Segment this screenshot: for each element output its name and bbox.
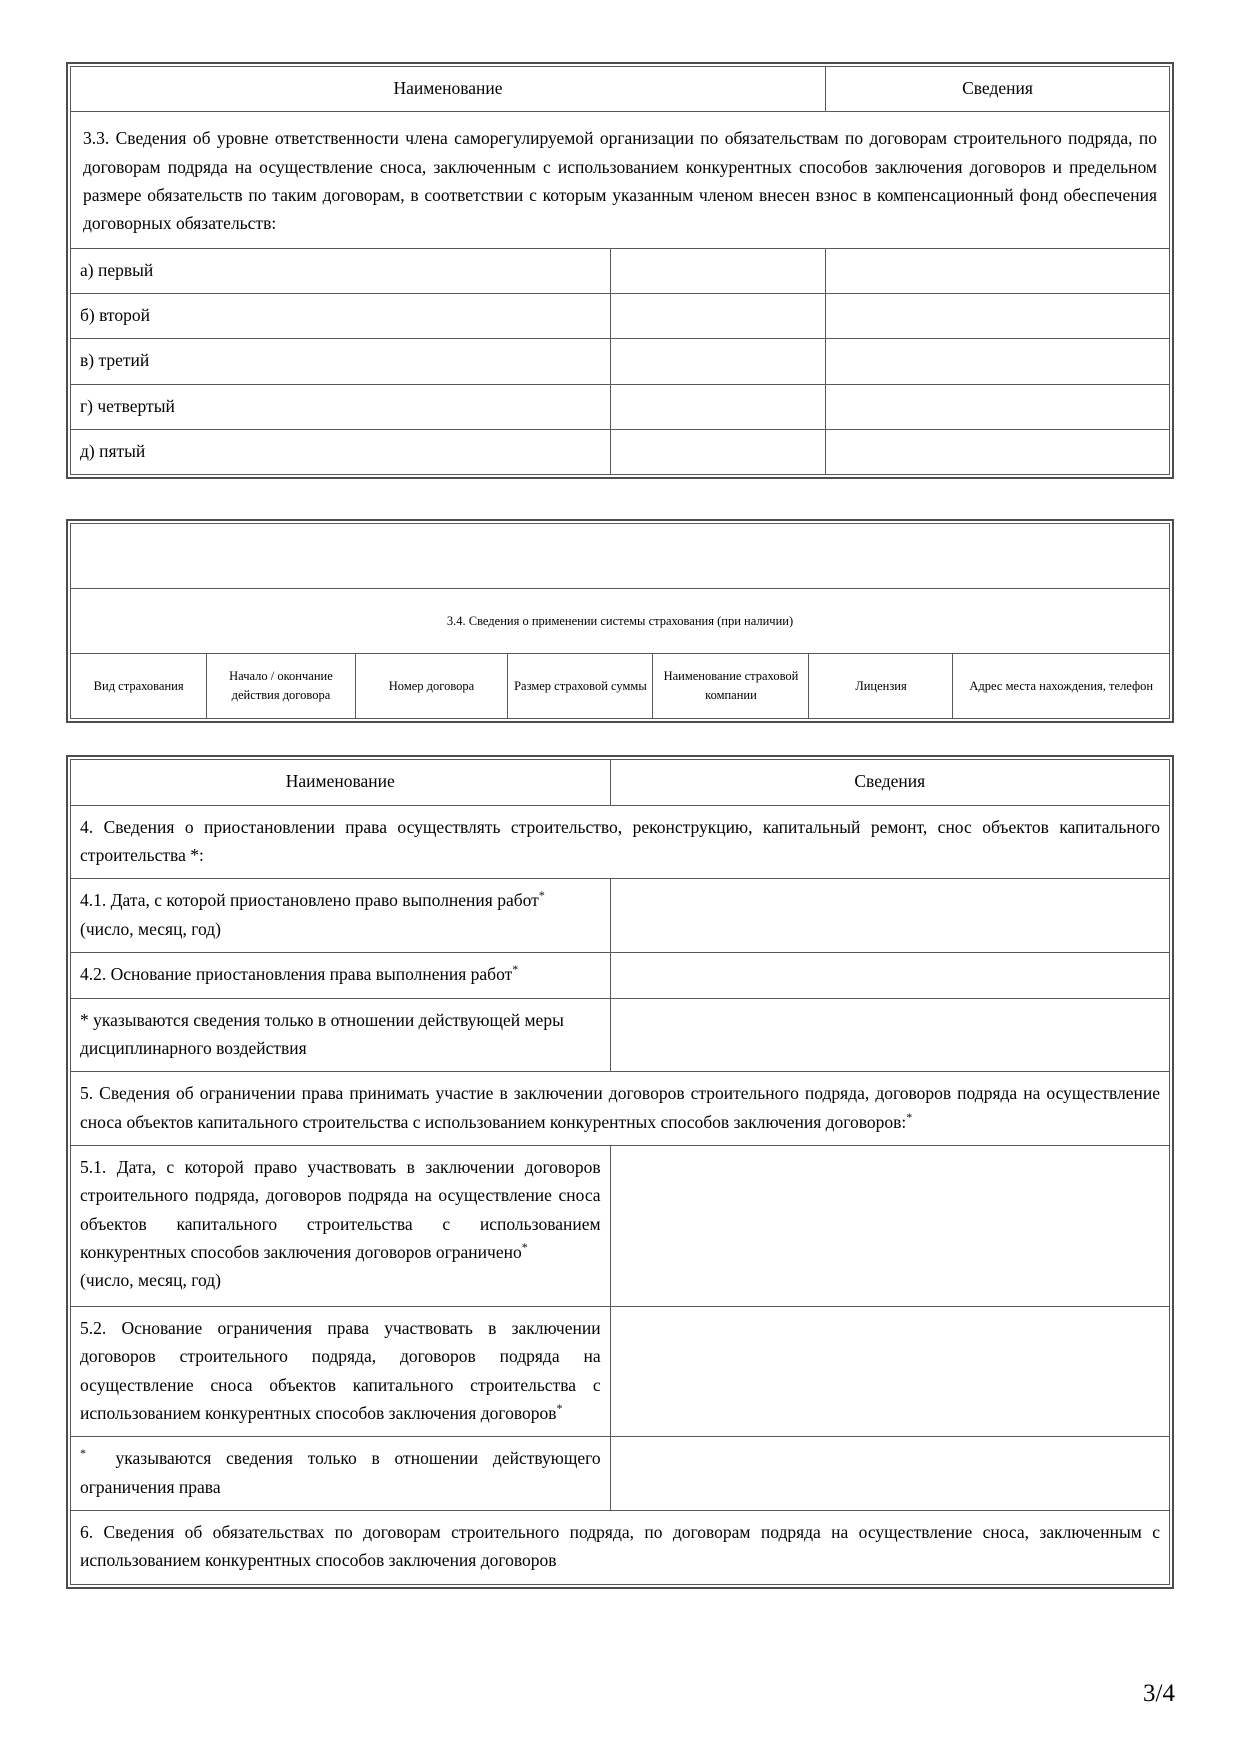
block-spacer xyxy=(66,479,1175,519)
level-label-c: в) третий xyxy=(71,339,611,384)
section-3-3-text: 3.3. Сведения об уровне ответственности члена саморегулируемой организации по обязательствам по договорам строительного подряда, по договорам подряда на осуществление сноса, заключенным с использованием конкурентных способов заключения договоров и предельном размере обязательств по таким договорам, в соответствии с которым указанным членом внесен взнос в компенсационный фонд обеспечения договорных обязательств: xyxy=(71,112,1170,248)
footnote-marker-icon: * xyxy=(521,1240,528,1255)
table-header-row xyxy=(71,67,1170,112)
table-row xyxy=(71,384,1170,429)
table-header-row xyxy=(71,760,1170,805)
level-label-e: д) пятый xyxy=(71,430,611,475)
section-6-title-row xyxy=(71,1510,1170,1584)
item-4-1-label-sub: (число, месяц, год) xyxy=(80,918,221,939)
section-4-footnote: * указываются сведения только в отношении действующей меры дисциплинарного воздействия xyxy=(71,998,611,1072)
table-row xyxy=(71,998,1170,1072)
section-4-title: 4. Сведения о приостановлении права осуществлять строительство, реконструкцию, капитальный ремонт, снос объектов капитального строительства *: xyxy=(71,805,1170,879)
section-3-4-title: 3.4. Сведения о применении системы страхования (при наличии) xyxy=(71,589,1170,654)
insurance-col-license: Лицензия xyxy=(809,654,953,719)
section-3-3-paragraph-row xyxy=(71,112,1170,248)
section-5-title-row xyxy=(71,1072,1170,1146)
section-4-title-row xyxy=(71,805,1170,879)
footnote-marker-icon: * xyxy=(512,962,519,977)
item-4-2-value[interactable] xyxy=(610,953,1169,998)
column-header-name: Наименование xyxy=(71,67,826,112)
table-row xyxy=(71,339,1170,384)
section-3-3-block xyxy=(66,62,1174,479)
level-value-a[interactable] xyxy=(610,248,825,293)
section-5-title-text: 5. Сведения об ограничении права принимать участие в заключении договоров строительного подряда, договоров подряда на осуществление сноса объектов капитального строительства с использованием конкурентных способов заключения договоров: xyxy=(80,1083,1160,1132)
item-4-1-value[interactable] xyxy=(610,879,1169,953)
item-5-1-value[interactable] xyxy=(610,1145,1169,1306)
section-4-footnote-value[interactable] xyxy=(610,998,1169,1072)
table-row xyxy=(71,430,1170,475)
table-row xyxy=(71,1145,1170,1306)
page-number: 3/4 xyxy=(1143,1680,1175,1707)
footnote-marker-icon: * xyxy=(80,1446,86,1461)
insurance-col-type: Вид страхования xyxy=(71,654,207,719)
level-detail-d[interactable] xyxy=(825,384,1169,429)
insurance-col-address: Адрес места нахождения, телефон xyxy=(953,654,1170,719)
section-5-footnote xyxy=(71,1437,611,1511)
insurance-col-period: Начало / окончание действия договора xyxy=(207,654,355,719)
spacer-cell xyxy=(71,524,1170,589)
table-row xyxy=(71,1437,1170,1511)
sections-4-5-6-block xyxy=(66,755,1174,1588)
sections-4-5-6-table xyxy=(70,759,1170,1584)
level-detail-a[interactable] xyxy=(825,248,1169,293)
section-5-footnote-text: указываются сведения только в отношении действующего ограничения права xyxy=(80,1448,601,1497)
level-value-b[interactable] xyxy=(610,294,825,339)
item-5-1-label xyxy=(71,1145,611,1306)
column-header-info: Сведения xyxy=(610,760,1169,805)
item-4-2-label xyxy=(71,953,611,998)
level-value-e[interactable] xyxy=(610,430,825,475)
level-detail-e[interactable] xyxy=(825,430,1169,475)
level-label-b: б) второй xyxy=(71,294,611,339)
level-value-d[interactable] xyxy=(610,384,825,429)
section-5-footnote-value[interactable] xyxy=(610,1437,1169,1511)
section-6-title: 6. Сведения об обязательствах по договорам строительного подряда, по договорам подряда на осуществление сноса, заключенным с использованием конкурентных способов заключения договоров xyxy=(71,1510,1170,1584)
item-4-1-label xyxy=(71,879,611,953)
table-row xyxy=(71,294,1170,339)
level-value-c[interactable] xyxy=(610,339,825,384)
footnote-marker-icon: * xyxy=(556,1401,563,1416)
table-row xyxy=(71,1306,1170,1436)
item-5-2-label xyxy=(71,1306,611,1436)
table-row xyxy=(71,879,1170,953)
section-3-4-title-row xyxy=(71,589,1170,654)
insurance-col-sum: Размер страховой суммы xyxy=(508,654,653,719)
insurance-col-contract-number: Номер договора xyxy=(355,654,508,719)
level-detail-c[interactable] xyxy=(825,339,1169,384)
section-3-3-table xyxy=(70,66,1170,475)
table-row xyxy=(71,953,1170,998)
item-5-1-label-sub: (число, месяц, год) xyxy=(80,1270,221,1291)
insurance-col-company: Наименование страховой компании xyxy=(653,654,809,719)
column-header-info: Сведения xyxy=(825,67,1169,112)
item-5-2-value[interactable] xyxy=(610,1306,1169,1436)
item-4-1-label-main: 4.1. Дата, с которой приостановлено право выполнения работ xyxy=(80,890,539,911)
block-spacer xyxy=(66,723,1175,755)
footnote-marker-icon: * xyxy=(906,1109,913,1124)
item-5-1-label-main: 5.1. Дата, с которой право участвовать в заключении договоров строительного подряда, договоров подряда на осуществление сноса объектов капитального строительства с использованием конкурентных способов заключения договоров ограничено xyxy=(80,1156,601,1262)
section-5-title xyxy=(71,1072,1170,1146)
section-3-4-block xyxy=(66,519,1174,723)
item-4-2-label-main: 4.2. Основание приостановления права выполнения работ xyxy=(80,964,513,985)
table-row xyxy=(71,248,1170,293)
section-3-4-table xyxy=(70,523,1170,719)
section-3-4-spacer-row xyxy=(71,524,1170,589)
level-detail-b[interactable] xyxy=(825,294,1169,339)
insurance-column-header-row xyxy=(71,654,1170,719)
footnote-marker-icon: * xyxy=(538,888,545,903)
level-label-a: а) первый xyxy=(71,248,611,293)
column-header-name: Наименование xyxy=(71,760,611,805)
item-5-2-label-main: 5.2. Основание ограничения права участвовать в заключении договоров строительного подряда, договоров подряда на осуществление сноса объектов капитального строительства с использованием конкурентных способов заключения договоров xyxy=(80,1317,601,1423)
level-label-d: г) четвертый xyxy=(71,384,611,429)
